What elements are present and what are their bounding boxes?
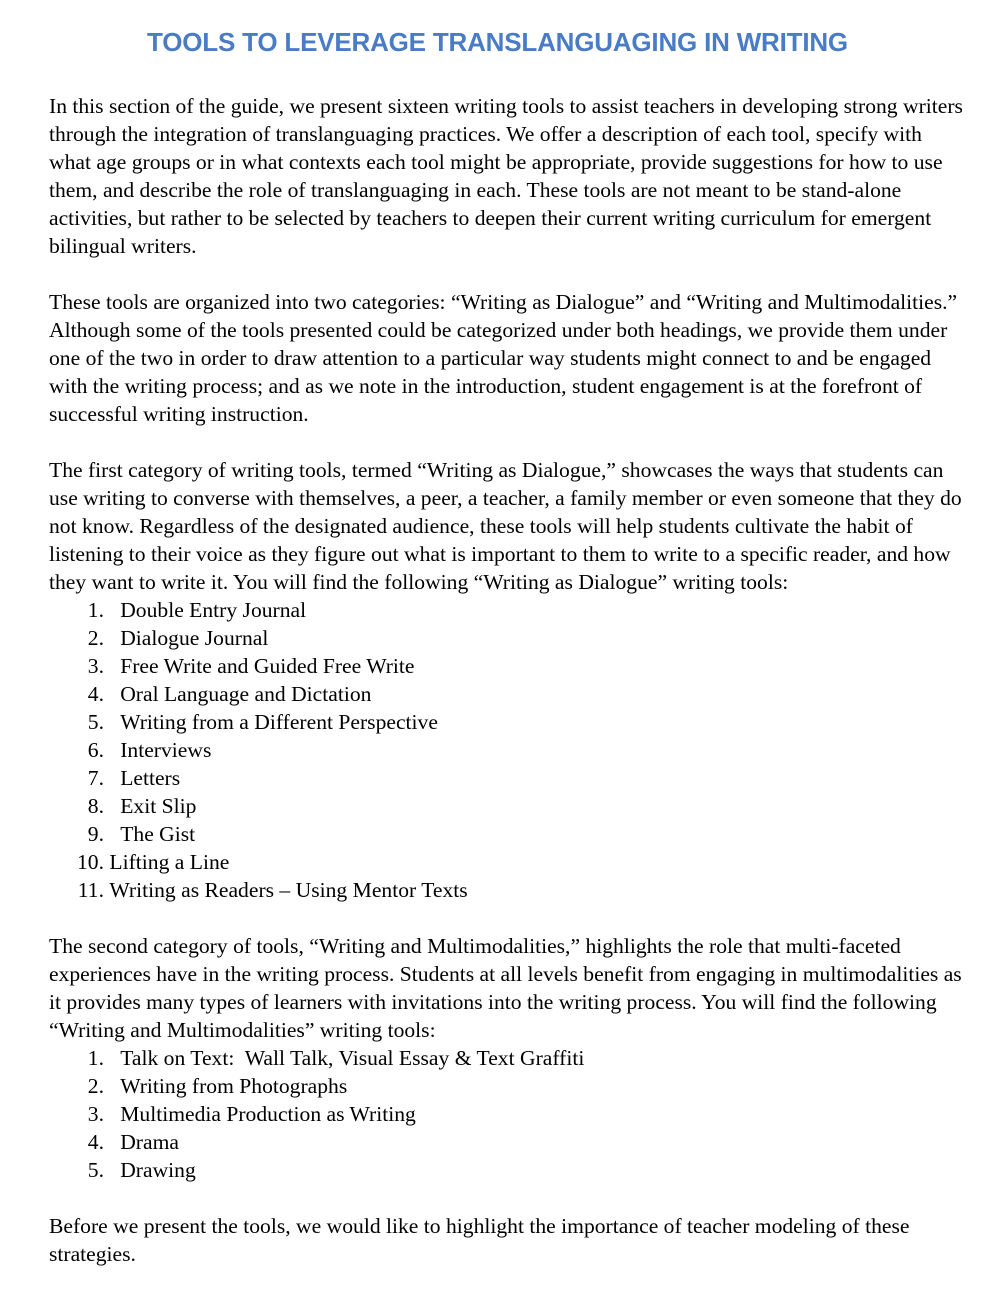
- list-item: [49, 708, 969, 736]
- list-item: [49, 792, 969, 820]
- document-page: [49, 22, 969, 1296]
- list-number: 3.: [87, 1102, 104, 1126]
- list-number: 8.: [87, 794, 104, 818]
- list-text: The Gist: [120, 822, 196, 846]
- list-item: [49, 820, 969, 848]
- list-item: [49, 1044, 969, 1072]
- list-number: 7.: [87, 766, 104, 790]
- list-number: 4.: [87, 682, 104, 706]
- list-item: [49, 652, 969, 680]
- page-title: TOOLS TO LEVERAGE TRANSLANGUAGING IN WRITING: [147, 27, 848, 57]
- list-number: 1.: [87, 1046, 104, 1070]
- list-item: [49, 1156, 969, 1184]
- list-item: [49, 876, 969, 904]
- list-item: [49, 736, 969, 764]
- multimodal-tools-list: [49, 1044, 969, 1184]
- list-number: 2.: [87, 1074, 104, 1098]
- list-text: Interviews: [120, 738, 212, 762]
- list-text: Writing as Readers – Using Mentor Texts: [109, 878, 468, 902]
- closing-paragraph: Before we present the tools, we would like to highlight the importance of teacher modeling of these strategies.: [49, 1214, 910, 1266]
- dialogue-paragraph: The first category of writing tools, termed “Writing as Dialogue,” showcases the ways that students can use writing to converse with themselves, a peer, a teacher, a family member or even someone that they do not know. Regardless of the designated audience, these tools will help students cultivate the habit of listening to their voice as they figure out what is important to them to write to a specific reader, and how they want to write it. You will find the following “Writing as Dialogue” writing tools:: [49, 458, 962, 594]
- list-number: 9.: [87, 822, 104, 846]
- intro-paragraph: In this section of the guide, we present sixteen writing tools to assist teachers in developing strong writers through the integration of translanguaging practices. We offer a description of each tool, specify with what age groups or in what contexts each tool might be appropriate, provide suggestions for how to use them, and describe the role of translanguaging in each. These tools are not meant to be stand-alone activities, but rather to be selected by teachers to deepen their current writing curriculum for emergent bilingual writers.: [49, 94, 963, 258]
- list-item: [49, 680, 969, 708]
- list-item: [49, 624, 969, 652]
- list-number: 2.: [87, 626, 104, 650]
- list-text: Free Write and Guided Free Write: [120, 654, 415, 678]
- list-item: [49, 596, 969, 624]
- list-number: 5.: [87, 1158, 104, 1182]
- list-text: Writing from Photographs: [120, 1074, 348, 1098]
- list-number: 10.: [77, 850, 104, 874]
- dialogue-tools-list: [49, 596, 969, 904]
- list-text: Exit Slip: [120, 794, 197, 818]
- list-text: Multimedia Production as Writing: [120, 1102, 416, 1126]
- list-text: Double Entry Journal: [120, 598, 307, 622]
- list-text: Talk on Text: Wall Talk, Visual Essay & Text Graffiti: [120, 1046, 585, 1070]
- list-number: 5.: [87, 710, 104, 734]
- list-number: 11.: [77, 878, 104, 902]
- list-item: [49, 1128, 969, 1156]
- categories-paragraph: These tools are organized into two categories: “Writing as Dialogue” and “Writing and Multimodalities.” Although some of the tools presented could be categorized under both headings, we provide them under one of the two in order to draw attention to a particular way students might connect to and be engaged with the writing process; and as we note in the introduction, student engagement is at the forefront of successful writing instruction.: [49, 290, 958, 426]
- list-text: Letters: [120, 766, 181, 790]
- list-number: 6.: [87, 738, 104, 762]
- list-number: 3.: [87, 654, 104, 678]
- list-text: Drawing: [120, 1158, 196, 1182]
- list-item: [49, 764, 969, 792]
- list-item: [49, 848, 969, 876]
- list-item: [49, 1072, 969, 1100]
- list-text: Writing from a Different Perspective: [120, 710, 438, 734]
- list-item: [49, 1100, 969, 1128]
- multimodal-paragraph: The second category of tools, “Writing and Multimodalities,” highlights the role that multi-faceted experiences have in the writing process. Students at all levels benefit from engaging in multimodalities as it provides many types of learners with invitations into the writing process. You will find the following “Writing and Multimodalities” writing tools:: [49, 934, 962, 1042]
- list-number: 4.: [87, 1130, 104, 1154]
- list-text: Drama: [120, 1130, 179, 1154]
- list-text: Dialogue Journal: [120, 626, 269, 650]
- list-number: 1.: [87, 598, 104, 622]
- list-text: Oral Language and Dictation: [120, 682, 372, 706]
- list-text: Lifting a Line: [109, 850, 230, 874]
